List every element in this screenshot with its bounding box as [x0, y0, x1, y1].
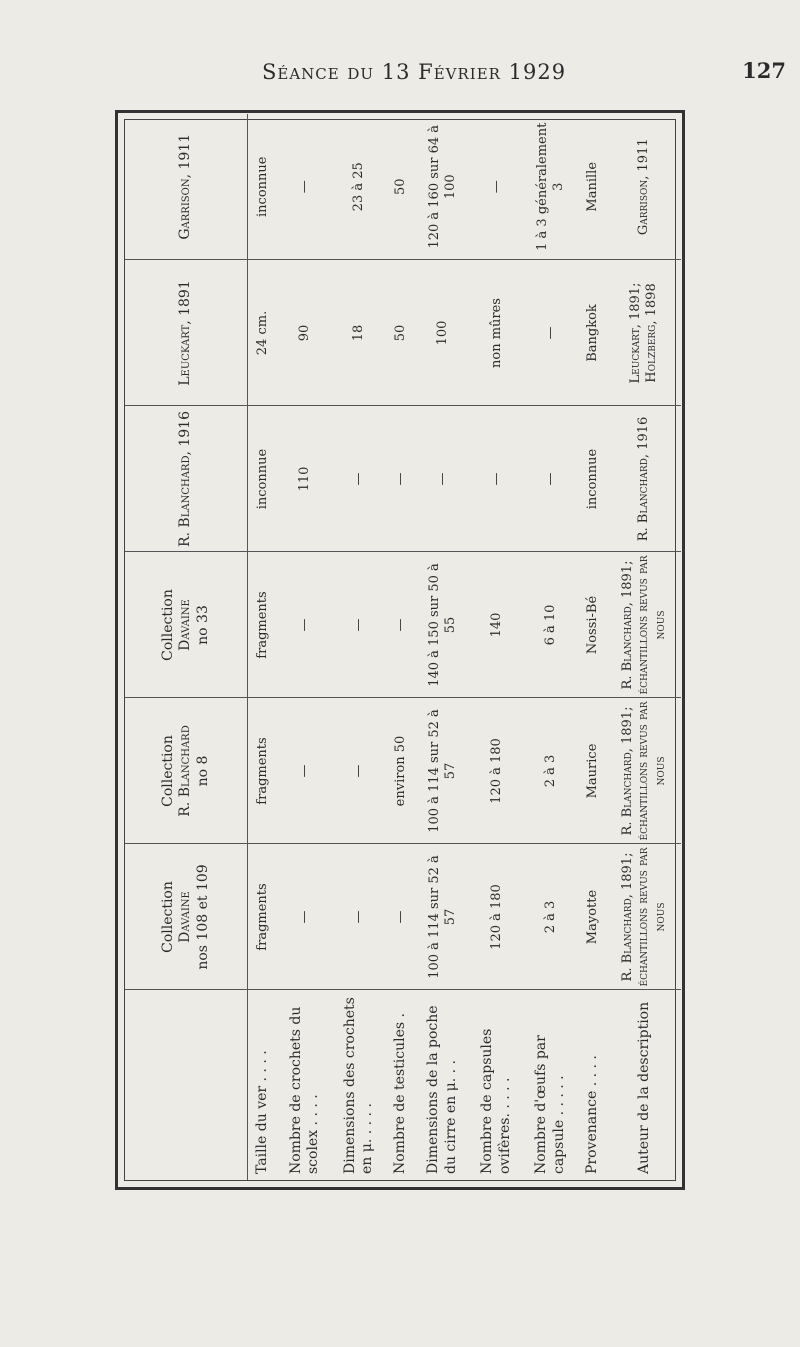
- table-cell: 120 à 180: [470, 698, 524, 844]
- table-cell: —: [278, 698, 332, 844]
- page-number: 127: [742, 58, 786, 83]
- table-cell: fragments: [248, 844, 278, 990]
- table-cell: —: [332, 698, 386, 844]
- table-cell: —: [278, 552, 332, 698]
- table-inner-border: [124, 119, 676, 1181]
- table-cell: 2 à 3: [524, 698, 578, 844]
- table-cell: Manille: [578, 114, 608, 260]
- row-label: Nombre de crochets du scolex . . . .: [287, 1006, 321, 1174]
- row-label: Dimensions des crochets en μ. . . . .: [341, 997, 376, 1174]
- table-cell: inconnue: [248, 406, 278, 552]
- table-cell: 120 à 180: [470, 844, 524, 990]
- table-cell: 140: [470, 552, 524, 698]
- table-cell: —: [386, 552, 416, 698]
- table-cell: —: [278, 114, 332, 260]
- header-row: [125, 114, 248, 1180]
- table-cell: 140 à 150 sur 50 à 55: [416, 552, 470, 698]
- comparison-table: [125, 114, 681, 1180]
- table-cell: 50: [386, 260, 416, 406]
- table-cell: R. Blanchard, 1891; échantillons revus par nous: [608, 844, 681, 990]
- table-cell: —: [524, 406, 578, 552]
- column-header: Collection Davaine no 33: [125, 552, 248, 698]
- table-row: [332, 114, 386, 1180]
- table-row: [578, 114, 608, 1180]
- table-row: [278, 114, 332, 1180]
- table-cell: inconnue: [248, 114, 278, 260]
- table-cell: —: [470, 406, 524, 552]
- column-header: Collection Davaine nos 108 et 109: [125, 844, 248, 990]
- table-cell: 18: [332, 260, 386, 406]
- table-cell: Garrison, 1911: [608, 114, 681, 260]
- table-cell: —: [278, 844, 332, 990]
- table-cell: inconnue: [578, 406, 608, 552]
- table-frame: [115, 110, 685, 1190]
- table-cell: —: [332, 406, 386, 552]
- table-cell: —: [332, 552, 386, 698]
- table-row: [524, 114, 578, 1180]
- table-cell: 120 à 160 sur 64 à 100: [416, 114, 470, 260]
- row-label: Auteur de la description: [635, 1001, 652, 1174]
- table-cell: 24 cm.: [248, 260, 278, 406]
- column-header: Leuckart, 1891: [125, 260, 248, 406]
- table-cell: Maurice: [578, 698, 608, 844]
- table-row: [416, 114, 470, 1180]
- table-cell: 100 à 114 sur 52 à 57: [416, 698, 470, 844]
- table-cell: environ 50: [386, 698, 416, 844]
- row-label: Nombre de capsules ovifères. . . . .: [479, 1028, 513, 1174]
- table-cell: non mûres: [470, 260, 524, 406]
- table-cell: Leuckart, 1891; Holzberg, 1898: [608, 260, 681, 406]
- page-header: [0, 58, 800, 92]
- table-cell: 100: [416, 260, 470, 406]
- table-cell: R. Blanchard, 1891; échantillons revus par nous: [608, 552, 681, 698]
- column-header: Garrison, 1911: [125, 114, 248, 260]
- row-label: Taille du ver . . . .: [254, 1050, 271, 1174]
- table-row: [608, 114, 681, 1180]
- table-row: [248, 114, 278, 1180]
- table-cell: —: [524, 260, 578, 406]
- table-cell: 6 à 10: [524, 552, 578, 698]
- table-cell: —: [416, 406, 470, 552]
- table-cell: 110: [278, 406, 332, 552]
- table-cell: 1 à 3 généralement 3: [524, 114, 578, 260]
- table-cell: 50: [386, 114, 416, 260]
- table-cell: 23 à 25: [332, 114, 386, 260]
- table-cell: fragments: [248, 698, 278, 844]
- row-label: Nombre d'œufs par capsule . . . . .: [533, 1035, 567, 1174]
- table-cell: fragments: [248, 552, 278, 698]
- table-cell: —: [332, 844, 386, 990]
- table-row: [386, 114, 416, 1180]
- column-header: Collection R. Blanchard no 8: [125, 698, 248, 844]
- table-cell: 2 à 3: [524, 844, 578, 990]
- table-cell: 100 à 114 sur 52 à 57: [416, 844, 470, 990]
- table-cell: —: [386, 844, 416, 990]
- table-cell: —: [470, 114, 524, 260]
- table-cell: Bangkok: [578, 260, 608, 406]
- row-label: Provenance . . . .: [584, 1055, 601, 1174]
- table-cell: R. Blanchard, 1891; échantillons revus par nous: [608, 698, 681, 844]
- rotated-table-container: [125, 114, 681, 1180]
- table-cell: Mayotte: [578, 844, 608, 990]
- table-cell: R. Blanchard, 1916: [608, 406, 681, 552]
- table-cell: —: [386, 406, 416, 552]
- table-row: [470, 114, 524, 1180]
- table-cell: Nossi-Bé: [578, 552, 608, 698]
- row-label: Dimensions de la poche du cirre en μ. . .: [425, 1005, 459, 1174]
- running-title: Séance du 13 Février 1929: [262, 60, 567, 84]
- corner-cell: [125, 990, 248, 1180]
- row-label: Nombre de testicules .: [392, 1013, 409, 1174]
- column-header: R. Blanchard, 1916: [125, 406, 248, 552]
- table-cell: 90: [278, 260, 332, 406]
